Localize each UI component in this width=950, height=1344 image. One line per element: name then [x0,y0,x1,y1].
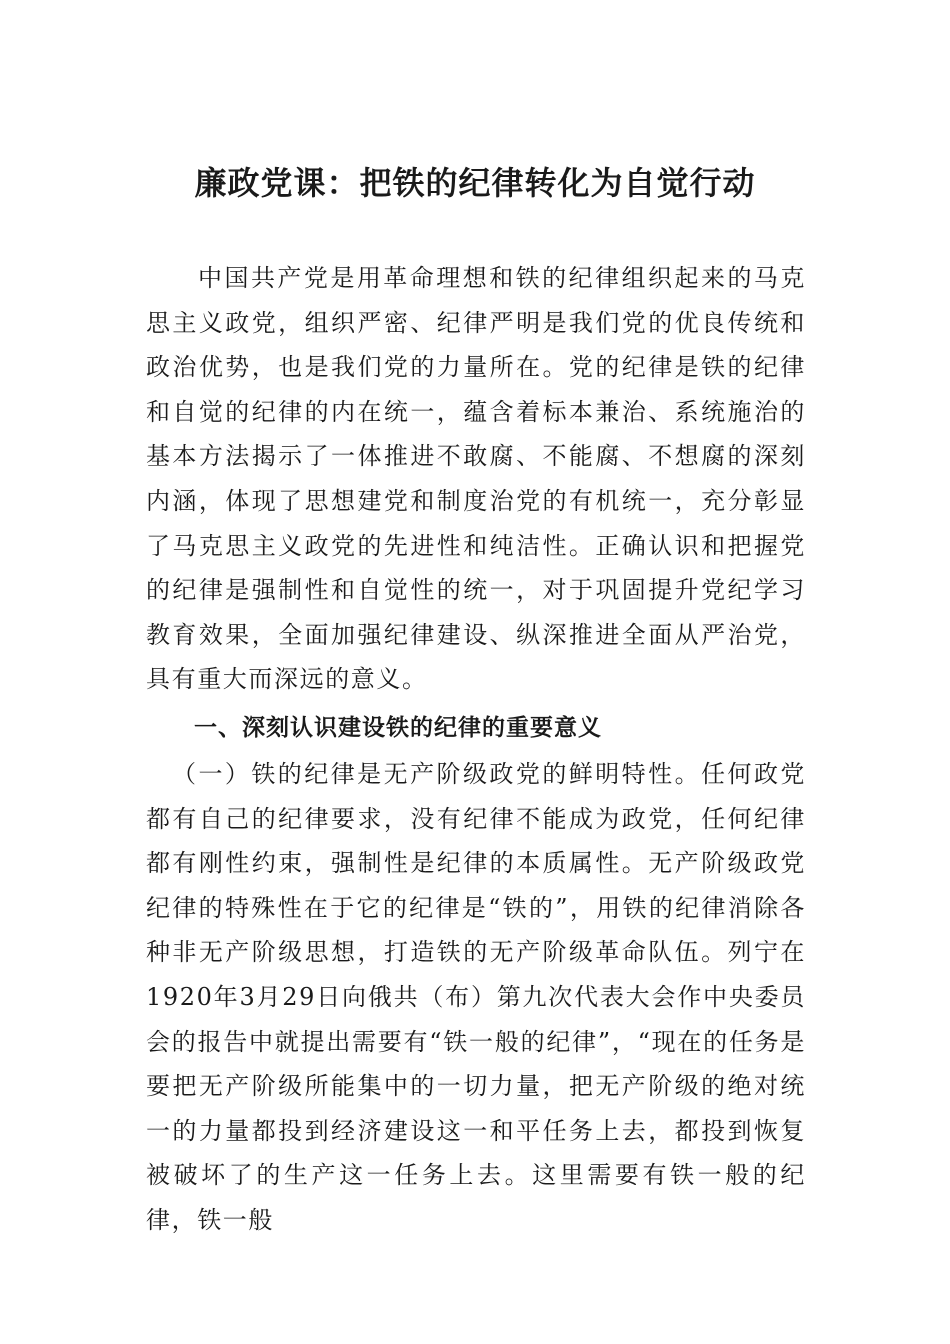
section-heading: 一、深刻认识建设铁的纪律的重要意义 [194,715,602,741]
document-title: 廉政党课：把铁的纪律转化为自觉行动 [194,164,756,202]
intro-paragraph: 中国共产党是用革命理想和铁的纪律组织起来的马克思主义政党，组织严密、纪律严明是我们党的优良传统和政治优势，也是我们党的力量所在。党的纪律是铁的纪律和自觉的纪律的内在统一，蕴含着标本兼治、系统施治的基本方法揭示了一体推进不敢腐、不能腐、不想腐的深刻内涵，体现了思想建党和制度治党的有机统一，充分彰显了马克思主义政党的先进性和纯洁性。正确认识和把握党的纪律是强制性和自觉性的统一，对于巩固提升党纪学习教育效果，全面加强纪律建设、纵深推进全面从严治党，具有重大而深远的意义。 [146,264,806,694]
section-paragraph: （一）铁的纪律是无产阶级政党的鲜明特性。任何政党都有自己的纪律要求，没有纪律不能成为政党，任何纪律都有刚性约束，强制性是纪律的本质属性。无产阶级政党纪律的特殊性在于它的纪律是“铁的”，用铁的纪律消除各种非无产阶级思想，打造铁的无产阶级革命队伍。列宁在1920年3月29日向俄共（布）第九次代表大会作中央委员会的报告中就提出需要有“铁一般的纪律”，“现在的任务是要把无产阶级所能集中的一切力量，把无产阶级的绝对统一的力量都投到经济建设这一和平任务上去，都投到恢复被破坏了的生产这一任务上去。这里需要有铁一般的纪律，铁一般 [146,760,806,1234]
